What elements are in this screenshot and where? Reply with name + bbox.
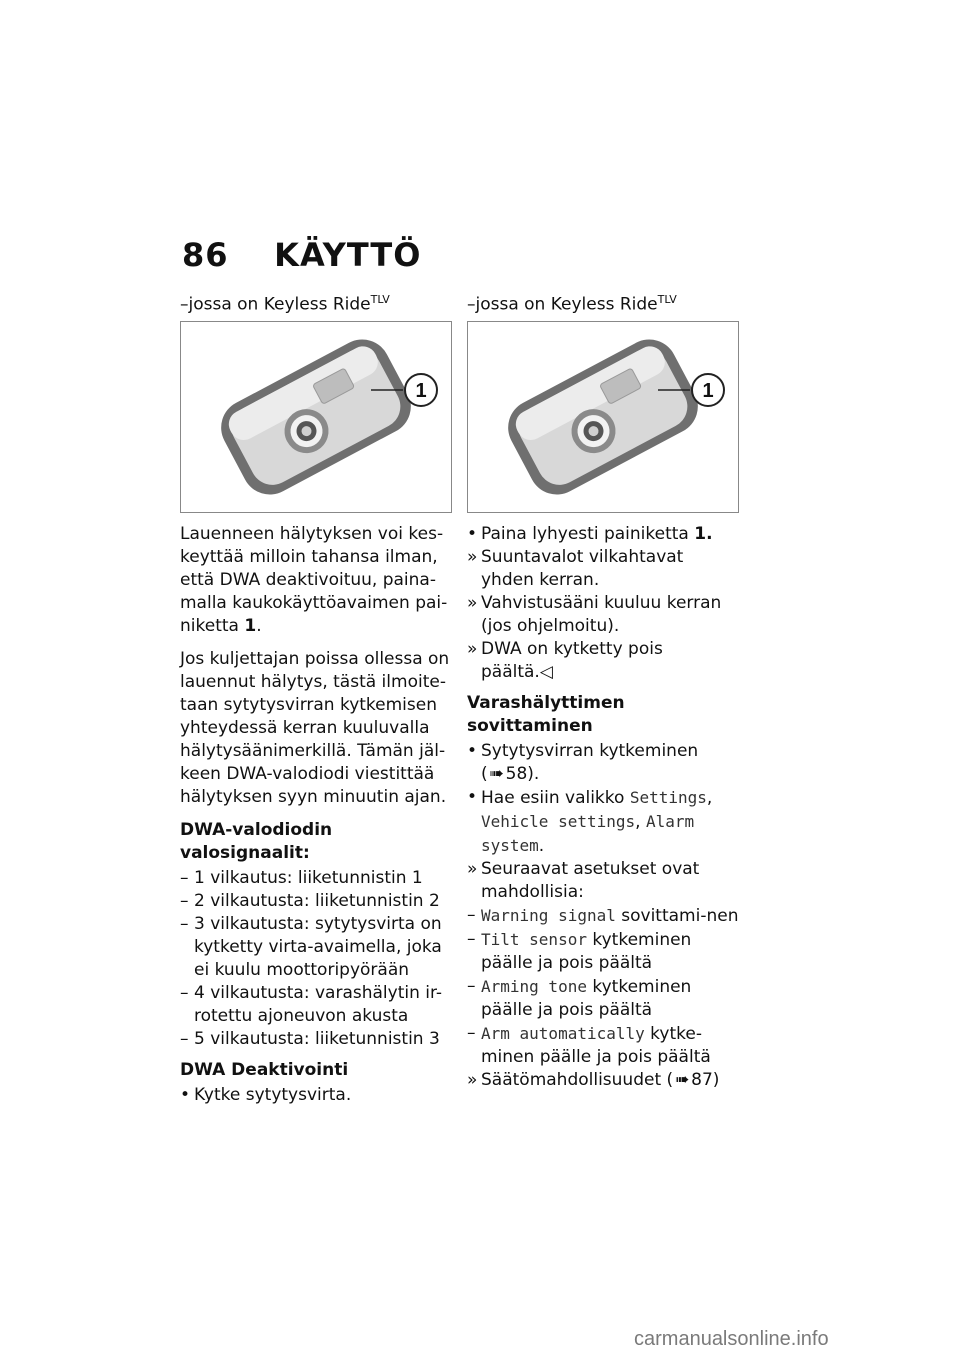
paragraph: Lauenneen hälytyksen voi kes-keyttää milloin tahansa ilman, että DWA deaktivoituu, paina-malla kaukokäyttöavaimen pai-niketta 1. bbox=[180, 523, 448, 636]
step-item: • Paina lyhyesti painiketta 1. bbox=[467, 523, 713, 544]
result-item: » DWA on kytketty pois päältä.◁ bbox=[467, 638, 663, 682]
page-reference-arrow-icon: ➠ bbox=[489, 763, 504, 784]
result-item: » Säätömahdollisuudet ( ➠ 87) bbox=[467, 1069, 720, 1090]
page-title: KÄYTTÖ bbox=[274, 236, 422, 274]
page-header bbox=[182, 236, 421, 274]
page-number: 86 bbox=[182, 236, 229, 274]
key-fob-figure bbox=[467, 321, 739, 513]
section-heading: Varashälyttimen sovittaminen bbox=[467, 692, 625, 736]
paragraph: Jos kuljettajan poissa ollessa on lauennut hälytys, tästä ilmoite-taan sytytysvirran kytkemisen yhteydessä kerran kuuluvalla hälytysäänimerkillä. Tämän jäl-keen DWA-valodiodi viestittää hälytyksen syyn minuutin ajan. bbox=[180, 648, 450, 807]
watermark: carmanualsonline.info bbox=[634, 1328, 829, 1350]
step-item: • Kytke sytytysvirta. bbox=[180, 1084, 352, 1105]
list-item: – 3 vilkautusta: sytytysvirta on kytketty virta-avaimella, joka ei kuulu moottoripyörään bbox=[180, 913, 442, 980]
list-item: – Arm automatically kytke-minen päälle ja pois päältä bbox=[467, 1022, 711, 1067]
callout-label: 1 bbox=[415, 379, 427, 402]
section-heading: DWA Deaktivointi bbox=[180, 1059, 349, 1080]
list-item: – Warning signal sovittami-nen bbox=[467, 904, 739, 926]
list-item: – 2 vilkautusta: liiketunnistin 2 bbox=[180, 890, 440, 911]
list-item: – 4 vilkautusta: varashälytin ir-rotettu ajoneuvon akusta bbox=[180, 982, 443, 1026]
right-column bbox=[467, 288, 739, 1092]
key-fob-illustration bbox=[468, 322, 738, 512]
step-item: • Hae esiin valikko Settings, Vehicle settings, Alarm system. bbox=[467, 786, 713, 856]
menu-path: Settings bbox=[629, 787, 707, 807]
list-item: – 5 vilkautusta: liiketunnistin 3 bbox=[180, 1028, 440, 1049]
left-column bbox=[180, 288, 452, 1107]
result-item: » Suuntavalot vilkahtavat yhden kerran. bbox=[467, 546, 684, 590]
list-item: – Arming tone kytkeminen päälle ja pois päältä bbox=[467, 975, 692, 1020]
figure-caption: –jossa on Keyless Ride$^{TLV}$ bbox=[467, 293, 677, 315]
page-reference-arrow-icon: ➠ bbox=[675, 1069, 690, 1090]
key-fob-figure bbox=[180, 321, 452, 513]
callout-label: 1 bbox=[702, 379, 714, 402]
key-fob-illustration bbox=[181, 322, 451, 512]
menu-path: Vehicle settings bbox=[481, 811, 636, 831]
step-item: • Sytytysvirran kytkeminen ( ➠ 58). bbox=[467, 740, 699, 784]
list-item: – 1 vilkautus: liiketunnistin 1 bbox=[180, 867, 423, 888]
result-item: » Seuraavat asetukset ovat mahdollisia: bbox=[467, 858, 700, 902]
result-item: » Vahvistusääni kuuluu kerran (jos ohjelmoitu). bbox=[467, 592, 722, 636]
menu-path: Alarm system bbox=[481, 811, 695, 855]
figure-caption: –jossa on Keyless Ride$^{TLV}$ bbox=[180, 293, 390, 315]
section-heading: DWA-valodiodin valosignaalit: bbox=[180, 819, 333, 863]
list-item: – Tilt sensor kytkeminen päälle ja pois päältä bbox=[467, 928, 692, 973]
